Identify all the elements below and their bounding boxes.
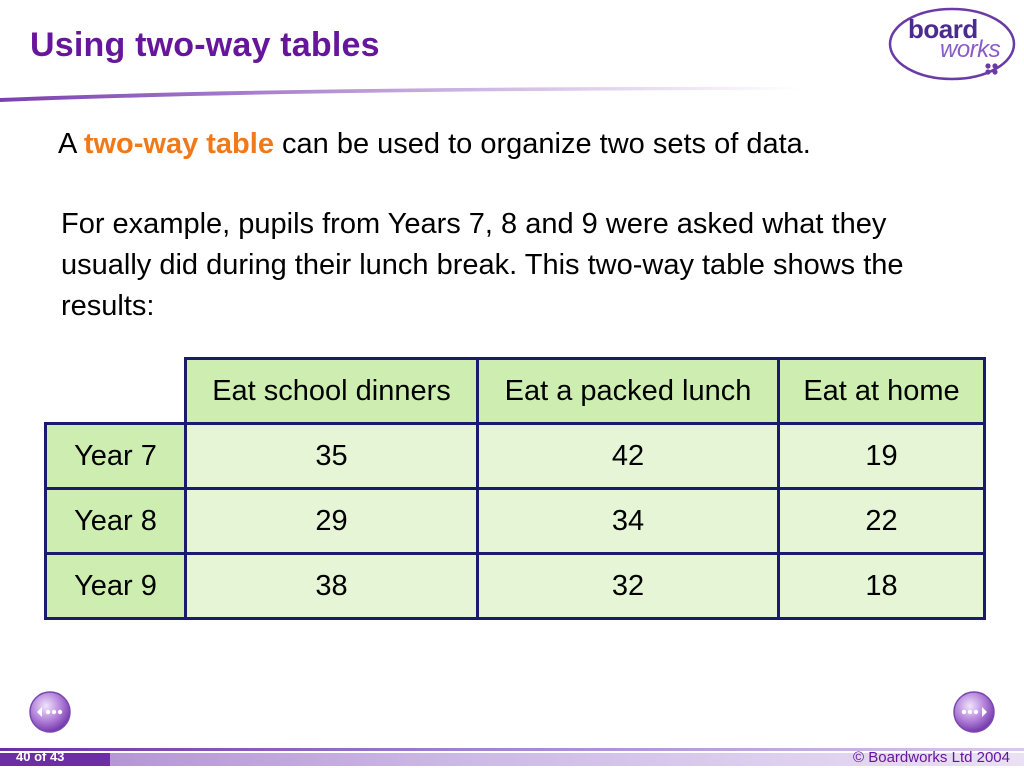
table-row	[46, 554, 985, 619]
table-cell: 29	[186, 489, 478, 554]
column-header: Eat at home	[779, 359, 985, 424]
table-cell: 38	[186, 554, 478, 619]
next-slide-button[interactable]	[952, 690, 996, 734]
table-row	[46, 424, 985, 489]
logo-word-board: board	[908, 14, 978, 44]
logo-word-works: works	[940, 36, 1001, 63]
intro-highlight: two-way table	[83, 128, 274, 160]
intro-prefix: A	[58, 128, 76, 160]
row-header: Year 8	[46, 489, 186, 554]
table-cell: 19	[779, 424, 985, 489]
table-cell: 34	[478, 489, 779, 554]
table-cell: 18	[779, 554, 985, 619]
slide-title: Using two-way tables	[30, 26, 380, 64]
row-header: Year 7	[46, 424, 186, 489]
copyright-notice: © Boardworks Ltd 2004	[853, 749, 1010, 766]
boardworks-logo	[888, 6, 1018, 82]
table-cell: 22	[779, 489, 985, 554]
column-header: Eat school dinners	[186, 359, 478, 424]
table-cell: 42	[478, 424, 779, 489]
page-number: 40 of 43	[16, 749, 65, 764]
row-header: Year 9	[46, 554, 186, 619]
example-paragraph: For example, pupils from Years 7, 8 and 9 were asked what they usually did during their lunch break. This two-way table shows the results:	[61, 208, 904, 322]
intro-suffix: can be used to organize two sets of data.	[282, 128, 811, 160]
intro-sentence	[58, 128, 811, 161]
table-header-row	[46, 359, 985, 424]
two-way-table	[44, 357, 986, 620]
table-cell: 35	[186, 424, 478, 489]
table-cell: 32	[478, 554, 779, 619]
previous-slide-button[interactable]	[28, 690, 72, 734]
table-row	[46, 489, 985, 554]
table-corner-cell	[46, 359, 186, 424]
title-underline	[0, 84, 800, 102]
column-header: Eat a packed lunch	[478, 359, 779, 424]
